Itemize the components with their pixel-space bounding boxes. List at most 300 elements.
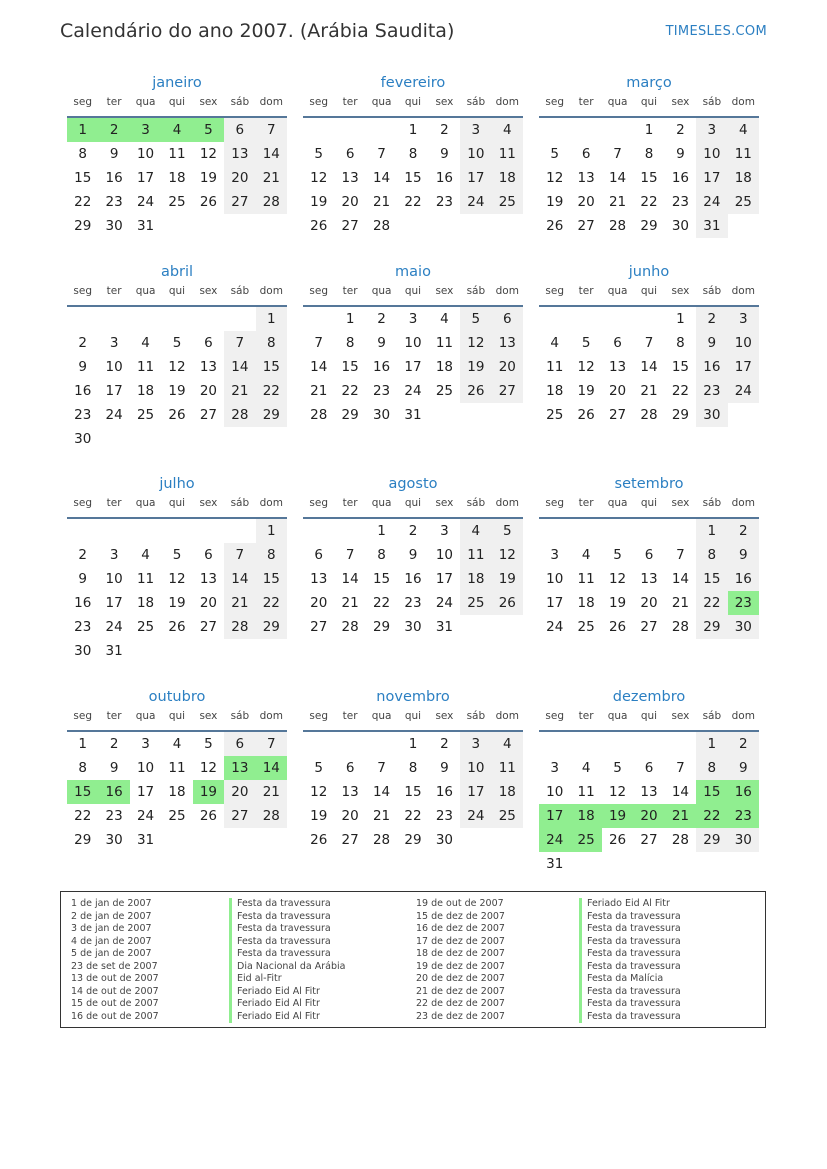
holiday-day-cell: 15: [696, 780, 727, 804]
month-title: setembro: [614, 476, 684, 492]
month-title: novembro: [376, 689, 450, 705]
day-cell: 26: [310, 218, 328, 234]
legend-date: 15 de dez de 2007: [416, 910, 505, 922]
weekday-label: seg: [73, 285, 93, 297]
day-cell: 25: [136, 619, 155, 635]
day-cell: 8: [256, 331, 287, 355]
legend-date: 23 de dez de 2007: [416, 1010, 505, 1022]
day-cell: 26: [608, 832, 627, 848]
day-cell: 7: [314, 335, 323, 351]
legend-date: 18 de dez de 2007: [416, 948, 505, 959]
day-cell: 17: [136, 170, 155, 186]
day-cell: 4: [581, 760, 591, 776]
day-cell: 2: [377, 311, 386, 327]
weekday-label: dom: [731, 285, 755, 297]
day-cell: 1: [408, 122, 418, 138]
day-cell: 21: [256, 780, 287, 804]
legend-names-column-2: [579, 898, 681, 1023]
day-cell: 5: [172, 335, 182, 351]
weekday-label: qua: [135, 710, 156, 722]
day-cell: 11: [728, 142, 759, 166]
day-cell: 13: [199, 359, 218, 375]
day-cell: 30: [105, 832, 123, 848]
day-cell: 29: [640, 218, 658, 234]
weekday-label: ter: [342, 710, 358, 722]
day-cell: 21: [341, 595, 359, 611]
holiday-day-cell: 20: [633, 804, 664, 828]
holiday-day-cell: 15: [67, 780, 98, 804]
day-cell: 17: [105, 383, 123, 399]
holiday-day-cell: 22: [696, 804, 727, 828]
day-cell: 10: [136, 146, 155, 162]
day-cell: 20: [608, 383, 627, 399]
day-cell: 25: [460, 591, 491, 615]
day-cell: 27: [224, 190, 255, 214]
legend-holiday-name: Festa da travessura: [579, 923, 681, 936]
holiday-day-cell: 23: [728, 804, 759, 828]
holiday-day-cell: 14: [256, 756, 287, 780]
day-cell: 9: [728, 543, 759, 567]
day-cell: 3: [109, 547, 119, 563]
day-cell: 1: [256, 519, 287, 543]
month-title: março: [626, 75, 672, 91]
weekday-header: [67, 707, 287, 732]
weekday-label: dom: [495, 96, 519, 108]
weekday-header: [539, 494, 759, 519]
weekday-label: dom: [731, 710, 755, 722]
day-cell: 4: [581, 547, 591, 563]
day-cell: 9: [109, 760, 119, 776]
weekday-label: sáb: [230, 497, 250, 509]
day-cell: 11: [136, 359, 155, 375]
day-cell: 17: [546, 595, 564, 611]
month-title: julho: [159, 476, 195, 492]
holiday-day-cell: 1: [67, 118, 98, 142]
day-cell: 2: [676, 122, 685, 138]
day-cell: 30: [671, 218, 690, 234]
day-cell: 15: [404, 170, 422, 186]
day-cell: 16: [74, 383, 92, 399]
day-cell: 5: [613, 547, 622, 563]
holiday-day-cell: 2: [98, 118, 129, 142]
holiday-day-cell: 21: [665, 804, 696, 828]
day-cell: 7: [256, 118, 287, 142]
weekday-header: [539, 93, 759, 118]
day-cell: 10: [728, 331, 759, 355]
day-cell: 5: [314, 760, 323, 776]
legend-date: 16 de dez de 2007: [416, 923, 505, 934]
legend-date: 22 de dez de 2007: [416, 998, 505, 1009]
legend-holiday-name: Festa da travessura: [229, 948, 346, 961]
day-cell: 5: [460, 307, 491, 331]
day-cell: 14: [608, 170, 627, 186]
day-cell: 12: [168, 359, 186, 375]
weekday-label: seg: [309, 497, 329, 509]
day-cell: 11: [492, 756, 523, 780]
day-cell: 27: [608, 407, 627, 423]
weekday-label: sex: [435, 96, 454, 108]
holiday-day-cell: 19: [193, 780, 224, 804]
day-cell: 11: [460, 543, 491, 567]
day-cell: 2: [440, 122, 449, 138]
holiday-day-cell: 23: [728, 591, 759, 615]
day-cell: 11: [546, 359, 564, 375]
day-cell: 2: [728, 519, 759, 543]
day-cell: 26: [546, 218, 564, 234]
day-cell: 16: [404, 571, 422, 587]
weekday-label: seg: [73, 497, 93, 509]
day-cell: 5: [492, 519, 523, 543]
day-cell: 29: [696, 828, 727, 852]
day-cell: 13: [640, 571, 658, 587]
day-cell: 8: [78, 146, 87, 162]
legend-holiday-name: Festa da Malícia: [579, 973, 681, 986]
weekday-label: ter: [106, 96, 122, 108]
weekday-label: dom: [259, 497, 283, 509]
day-cell: 30: [728, 615, 759, 639]
day-cell: 7: [676, 547, 685, 563]
weekday-label: ter: [106, 285, 122, 297]
weekday-label: sex: [671, 96, 690, 108]
day-cell: 13: [341, 784, 359, 800]
day-cell: 7: [377, 760, 386, 776]
day-cell: 10: [696, 142, 727, 166]
day-cell: 27: [199, 407, 218, 423]
day-cell: 25: [577, 619, 595, 635]
month-março: [539, 73, 759, 234]
day-cell: 13: [492, 331, 523, 355]
day-cell: 12: [608, 571, 627, 587]
day-cell: 6: [581, 146, 591, 162]
day-cell: 28: [341, 619, 359, 635]
holiday-day-cell: 25: [570, 828, 601, 852]
day-cell: 6: [492, 307, 523, 331]
legend-date: 3 de jan de 2007: [71, 923, 152, 934]
day-cell: 6: [345, 760, 355, 776]
weekday-label: ter: [578, 497, 594, 509]
day-cell: 19: [492, 567, 523, 591]
day-cell: 25: [728, 190, 759, 214]
holiday-day-cell: 16: [98, 780, 129, 804]
day-cell: 23: [404, 595, 422, 611]
day-cell: 3: [141, 736, 150, 752]
day-cell: 3: [109, 335, 119, 351]
day-cell: 13: [341, 170, 359, 186]
weekday-label: qua: [135, 285, 156, 297]
day-cell: 3: [408, 311, 418, 327]
day-cell: 3: [550, 547, 559, 563]
legend-date: 21 de dez de 2007: [416, 985, 505, 997]
day-cell: 16: [728, 567, 759, 591]
day-cell: 23: [74, 407, 92, 423]
day-cell: 26: [199, 808, 218, 824]
day-cell: 21: [310, 383, 328, 399]
day-cell: 18: [136, 595, 155, 611]
day-cell: 27: [199, 619, 218, 635]
day-cell: 15: [404, 784, 422, 800]
day-cell: 3: [696, 118, 727, 142]
day-cell: 16: [105, 170, 123, 186]
holiday-day-cell: 18: [570, 804, 601, 828]
weekday-label: qui: [168, 497, 186, 509]
day-cell: 19: [168, 595, 186, 611]
holiday-day-cell: 3: [130, 118, 161, 142]
day-cell: 19: [460, 355, 491, 379]
day-cell: 24: [105, 619, 123, 635]
weekday-header: [539, 707, 759, 732]
day-cell: 5: [314, 146, 323, 162]
day-cell: 22: [256, 379, 287, 403]
day-cell: 25: [168, 194, 186, 210]
day-cell: 19: [310, 808, 328, 824]
day-cell: 16: [696, 355, 727, 379]
month-maio: [303, 262, 523, 423]
day-cell: 9: [696, 331, 727, 355]
day-cell: 5: [204, 736, 213, 752]
day-cell: 19: [577, 383, 595, 399]
weekday-label: qui: [168, 96, 186, 108]
day-cell: 25: [435, 383, 454, 399]
legend-date: 16 de out de 2007: [71, 1010, 159, 1022]
day-cell: 2: [408, 523, 418, 539]
day-cell: 31: [136, 218, 155, 234]
day-cell: 15: [74, 170, 92, 186]
day-cell: 16: [435, 784, 454, 800]
holiday-day-cell: 5: [193, 118, 224, 142]
weekday-label: qua: [371, 285, 392, 297]
day-cell: 1: [78, 736, 87, 752]
day-cell: 25: [168, 808, 186, 824]
legend-holiday-name: Dia Nacional da Arábia: [229, 961, 346, 974]
day-cell: 3: [460, 118, 491, 142]
day-cell: 12: [199, 760, 218, 776]
day-cell: 21: [671, 595, 690, 611]
day-cell: 4: [550, 335, 559, 351]
month-title: junho: [628, 264, 670, 280]
day-cell: 14: [256, 142, 287, 166]
weekday-label: qui: [168, 285, 186, 297]
month-title: fevereiro: [380, 75, 446, 91]
day-cell: 17: [404, 359, 422, 375]
day-cell: 25: [492, 190, 523, 214]
month-setembro: [539, 474, 759, 635]
weekday-header: [303, 93, 523, 118]
legend-date: 1 de jan de 2007: [71, 898, 152, 909]
day-cell: 4: [141, 547, 150, 563]
day-cell: 9: [78, 571, 87, 587]
day-cell: 24: [728, 379, 759, 403]
day-cell: 18: [728, 166, 759, 190]
day-cell: 1: [644, 122, 654, 138]
month-title: abril: [160, 264, 194, 280]
day-cell: 8: [644, 146, 654, 162]
day-cell: 27: [224, 804, 255, 828]
day-cell: 28: [256, 804, 287, 828]
day-cell: 17: [105, 595, 123, 611]
legend-holiday-name: Festa da travessura: [579, 1011, 681, 1024]
weekday-label: qua: [607, 497, 628, 509]
day-cell: 13: [310, 571, 328, 587]
day-cell: 18: [492, 780, 523, 804]
brand-link[interactable]: TIMESLES.COM: [665, 24, 767, 39]
weekday-label: qui: [404, 710, 422, 722]
day-cell: 12: [310, 170, 328, 186]
day-cell: 17: [435, 571, 454, 587]
day-cell: 25: [546, 407, 564, 423]
day-cell: 30: [696, 403, 727, 427]
day-cell: 7: [644, 335, 654, 351]
day-cell: 6: [345, 146, 355, 162]
day-cell: 21: [256, 166, 287, 190]
legend-dates-column-1: [71, 898, 159, 1023]
legend-date: 17 de dez de 2007: [416, 935, 505, 947]
day-cell: 28: [671, 619, 690, 635]
day-cell: 26: [199, 194, 218, 210]
weekday-label: dom: [495, 285, 519, 297]
month-julho: [67, 474, 287, 659]
day-cell: 14: [224, 567, 255, 591]
legend-holiday-name: Festa da travessura: [229, 911, 346, 924]
day-cell: 4: [728, 118, 759, 142]
weekday-label: qua: [371, 96, 392, 108]
day-cell: 14: [671, 571, 690, 587]
day-cell: 10: [546, 784, 564, 800]
day-cell: 20: [640, 595, 658, 611]
day-cell: 30: [404, 619, 422, 635]
day-cell: 10: [105, 359, 123, 375]
day-cell: 25: [492, 804, 523, 828]
legend-holiday-name: Feriado Eid Al Fitr: [229, 1011, 346, 1024]
day-cell: 1: [696, 519, 727, 543]
day-cell: 28: [310, 407, 328, 423]
holiday-day-cell: 4: [161, 118, 192, 142]
day-cell: 8: [78, 760, 87, 776]
day-cell: 3: [440, 523, 449, 539]
day-cell: 12: [310, 784, 328, 800]
day-cell: 15: [671, 359, 690, 375]
day-cell: 18: [168, 784, 186, 800]
day-cell: 26: [460, 379, 491, 403]
day-cell: 24: [404, 383, 422, 399]
weekday-label: ter: [578, 710, 594, 722]
weekday-label: sex: [671, 497, 690, 509]
day-cell: 9: [78, 359, 87, 375]
day-cell: 28: [224, 615, 255, 639]
day-cell: 2: [78, 335, 87, 351]
day-cell: 6: [224, 732, 255, 756]
day-cell: 22: [640, 194, 658, 210]
day-cell: 20: [224, 166, 255, 190]
day-cell: 27: [640, 832, 658, 848]
weekday-label: ter: [342, 285, 358, 297]
day-cell: 21: [224, 591, 255, 615]
day-cell: 20: [199, 595, 218, 611]
day-cell: 24: [460, 190, 491, 214]
day-cell: 8: [696, 543, 727, 567]
day-cell: 27: [341, 218, 359, 234]
legend-holiday-name: Eid al-Fitr: [229, 973, 346, 986]
legend-date: 20 de dez de 2007: [416, 973, 505, 984]
day-cell: 10: [435, 547, 454, 563]
day-cell: 3: [460, 732, 491, 756]
weekday-label: dom: [731, 497, 755, 509]
weekday-label: seg: [545, 710, 565, 722]
weekday-label: ter: [342, 96, 358, 108]
month-title: outubro: [148, 689, 206, 705]
day-cell: 24: [136, 808, 155, 824]
weekday-label: sáb: [702, 497, 722, 509]
day-cell: 29: [256, 615, 287, 639]
day-cell: 17: [460, 780, 491, 804]
day-cell: 15: [341, 359, 359, 375]
day-cell: 6: [644, 760, 654, 776]
day-cell: 4: [460, 519, 491, 543]
weekday-label: seg: [309, 96, 329, 108]
day-cell: 31: [696, 214, 727, 238]
day-cell: 21: [372, 808, 391, 824]
weekday-label: sex: [435, 710, 454, 722]
weekday-header: [303, 707, 523, 732]
day-cell: 31: [136, 832, 155, 848]
day-cell: 1: [377, 523, 386, 539]
day-cell: 9: [440, 146, 449, 162]
day-cell: 30: [728, 828, 759, 852]
day-cell: 21: [372, 194, 391, 210]
day-cell: 5: [550, 146, 559, 162]
day-cell: 2: [696, 307, 727, 331]
day-cell: 24: [105, 407, 123, 423]
weekday-label: sáb: [466, 497, 486, 509]
weekday-label: qui: [404, 96, 422, 108]
day-cell: 26: [577, 407, 595, 423]
weekday-header: [67, 93, 287, 118]
day-cell: 16: [74, 595, 92, 611]
holiday-day-cell: 17: [539, 804, 570, 828]
weekday-label: seg: [73, 710, 93, 722]
weekday-label: qua: [135, 96, 156, 108]
day-cell: 14: [671, 784, 690, 800]
day-cell: 15: [696, 567, 727, 591]
weekday-label: ter: [578, 285, 594, 297]
weekday-label: seg: [545, 285, 565, 297]
day-cell: 12: [492, 543, 523, 567]
weekday-header: [67, 494, 287, 519]
day-cell: 2: [109, 736, 119, 752]
legend-date: 4 de jan de 2007: [71, 935, 152, 947]
day-cell: 13: [199, 571, 218, 587]
day-cell: 26: [168, 619, 186, 635]
day-cell: 4: [492, 732, 523, 756]
day-cell: 9: [676, 146, 685, 162]
day-cell: 12: [199, 146, 218, 162]
day-cell: 22: [74, 194, 92, 210]
day-cell: 23: [435, 808, 454, 824]
day-cell: 29: [74, 832, 92, 848]
day-cell: 23: [671, 194, 690, 210]
legend-date: 5 de jan de 2007: [71, 948, 152, 959]
month-agosto: [303, 474, 523, 635]
weekday-label: sáb: [466, 710, 486, 722]
day-cell: 8: [256, 543, 287, 567]
month-novembro: [303, 687, 523, 848]
day-cell: 19: [546, 194, 564, 210]
day-cell: 1: [676, 311, 685, 327]
day-cell: 20: [224, 780, 255, 804]
weekday-label: dom: [259, 285, 283, 297]
weekday-header: [303, 494, 523, 519]
weekday-label: sáb: [230, 96, 250, 108]
weekday-label: qua: [607, 96, 628, 108]
